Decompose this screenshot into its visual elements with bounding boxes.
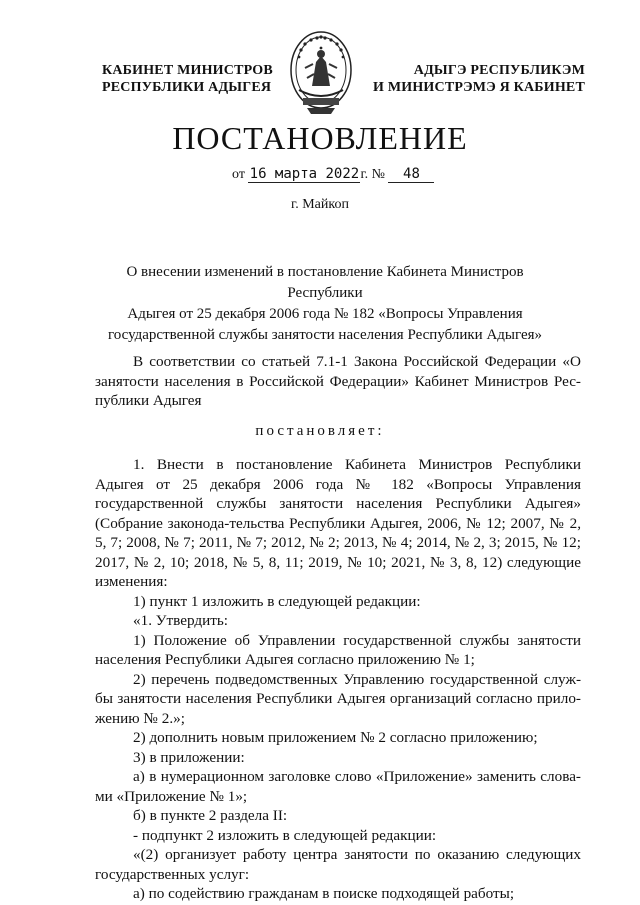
issuer-line-2: И МИНИСТРЭМЭ Я КАБИНЕТ: [373, 80, 585, 95]
issuer-name-russian: [102, 62, 273, 96]
body-paragraph: 2) перечень подведомственных Управлению государственной служ-бы занятости населения Республики Адыгея организаций согласно прило-жению № 2.»;: [95, 670, 581, 727]
subject-line: О внесении изменений в постановление Кабинета Министров Республики: [126, 264, 524, 301]
issuer-name-adyghe: [373, 62, 585, 96]
from-label: от: [232, 167, 245, 182]
date-field: 16 марта 2022: [249, 166, 360, 182]
body-paragraph: 1. Внести в постановление Кабинета Министров Республики Адыгея от 25 декабря 2006 года № 182 «Вопросы Управления государственной службы занятости населения Республики Адыгея» (Собрание законода-тельства Республики Адыгея, 2006, № 12; 2007, № 2, 5, 7; 2008, № 7; 2011, № 7; 2012, № 2; 2013, № 4; 2014, № 2, 3; 2015, № 12; 2017, № 2, 10; 2018, № 5, 8, 11; 2019, № 10; 2021, № 3, 8, 12) следующие изменения:: [95, 456, 581, 590]
number-field: 48: [388, 166, 434, 183]
body-paragraph: 1) Положение об Управлении государственной службы занятости населения Республики Адыгея согласно приложению № 1;: [95, 631, 581, 668]
issuer-line-1: АДЫГЭ РЕСПУБЛИКЭМ: [413, 63, 585, 78]
body-text: [95, 455, 581, 904]
subject-heading: [95, 262, 555, 346]
body-paragraph: «1. Утвердить:: [133, 612, 229, 629]
body-paragraph: 3) в приложении:: [133, 748, 245, 766]
decree-word: постановляет:: [255, 423, 385, 439]
city: г. Майкоп: [291, 197, 349, 212]
body-paragraph: 1) пункт 1 изложить в следующей редакции:: [133, 592, 421, 610]
body-paragraph: «(2) организует работу центра занятости по оказанию следующих государственных услуг:: [95, 846, 581, 883]
preamble: В соответствии со статьей 7.1-1 Закона Российской Федерации «О занятости населения в Российской Федерации» Кабинет Министров Рес-публики Адыгея: [95, 353, 581, 409]
subject-line: Адыгея от 25 декабря 2006 года № 182 «Вопросы Управления: [127, 306, 523, 322]
body-paragraph: а) по содействию гражданам в поиске подходящей работы;: [133, 885, 515, 902]
issuer-line-2: РЕСПУБЛИКИ АДЫГЕЯ: [102, 80, 272, 95]
body-paragraph: - подпункт 2 изложить в следующей редакции:: [133, 826, 437, 844]
document-title: ПОСТАНОВЛЕНИЕ: [172, 120, 468, 156]
coat-of-arms-icon: [285, 28, 357, 118]
date-number-line: [232, 166, 434, 183]
subject-line: государственной службы занятости населения Республики Адыгея»: [107, 327, 543, 343]
issuer-line-1: КАБИНЕТ МИНИСТРОВ: [102, 63, 273, 78]
body-paragraph: 2) дополнить новым приложением № 2 согласно приложению;: [133, 729, 538, 746]
body-paragraph: б) в пункте 2 раздела II:: [133, 807, 288, 824]
body-paragraph: а) в нумерационном заголовке слово «Приложение» заменить слова-ми «Приложение № 1»;: [95, 768, 581, 805]
year-suffix: г.: [360, 167, 369, 182]
number-label: №: [371, 167, 385, 182]
